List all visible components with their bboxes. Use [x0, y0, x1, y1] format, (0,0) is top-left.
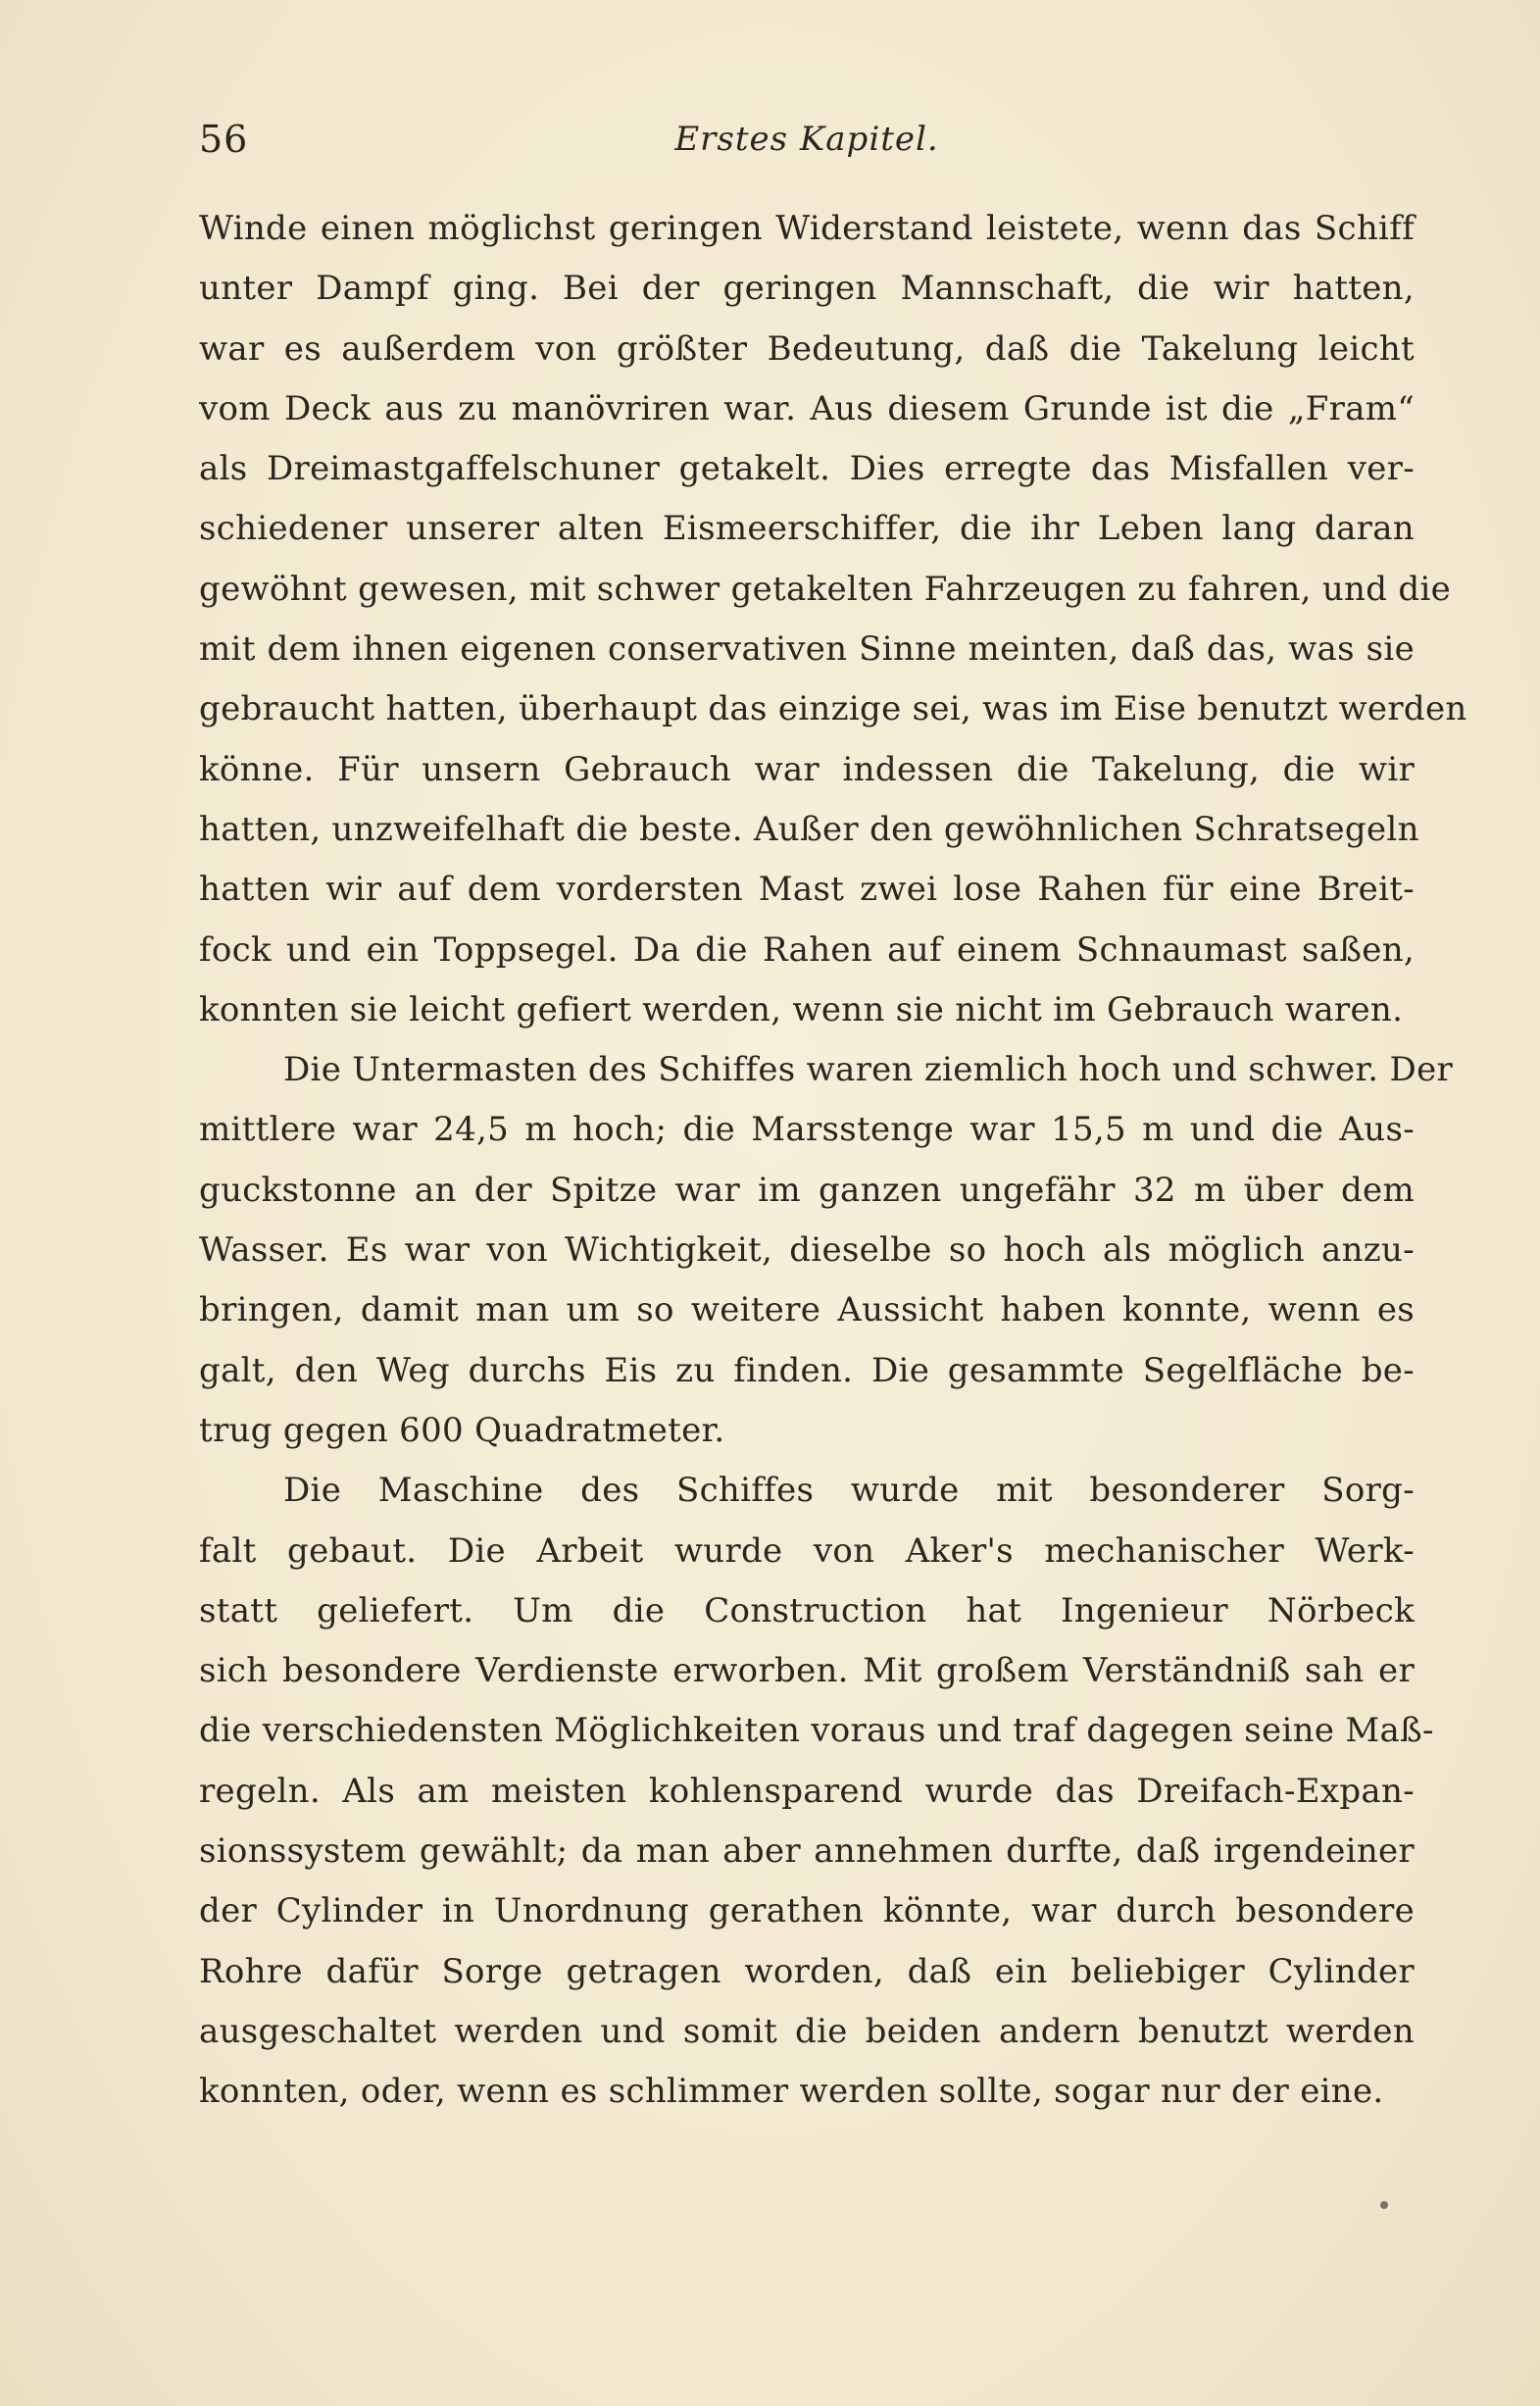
- text-line: Rohre dafür Sorge getragen worden, daß ein beliebiger Cylinder: [199, 1951, 1415, 1991]
- text-line: könne. Für unsern Gebrauch war indessen die Takelung, die wir: [199, 749, 1415, 789]
- text-line: fock und ein Toppsegel. Da die Rahen auf einem Schnaumast saßen,: [199, 929, 1415, 970]
- ink-speck: [1380, 2201, 1388, 2209]
- text-line: ausgeschaltet werden und somit die beiden andern benutzt werden: [199, 2011, 1415, 2051]
- running-head: Erstes Kapitel.: [674, 120, 939, 159]
- text-line: der Cylinder in Unordnung gerathen könnte, war durch besondere: [199, 1891, 1415, 1931]
- paragraph-start-line: Die Untermasten des Schiffes waren ziemlich hoch und schwer. Der: [283, 1050, 1454, 1090]
- text-line: Winde einen möglichst geringen Widerstand leistete, wenn das Schiff: [199, 209, 1415, 248]
- text-line: trug gegen 600 Quadratmeter.: [199, 1410, 725, 1450]
- paragraph-start-line: Die Maschine des Schiffes wurde mit besonderer Sorg-: [283, 1471, 1415, 1511]
- text-line: Wasser. Es war von Wichtigkeit, dieselbe so hoch als möglich anzu-: [199, 1230, 1415, 1271]
- page-number: 56: [199, 118, 249, 161]
- text-line: mit dem ihnen eigenen conservativen Sinne meinten, daß das, was sie: [199, 629, 1415, 670]
- text-line: statt geliefert. Um die Construction hat Ingenieur Nörbeck: [199, 1590, 1415, 1630]
- text-line: gebraucht hatten, überhaupt das einzige sei, was im Eise benutzt werden: [199, 689, 1467, 729]
- text-line: regeln. Als am meisten kohlensparend wurde das Dreifach-Expan-: [199, 1771, 1415, 1811]
- text-line: schiedener unserer alten Eismeerschiffer, die ihr Leben lang daran: [199, 509, 1415, 549]
- text-line: sich besondere Verdienste erworben. Mit großem Verständniß sah er: [199, 1651, 1415, 1691]
- text-line: falt gebaut. Die Arbeit wurde von Aker's mechanischer Werk-: [199, 1530, 1415, 1571]
- body-text: [199, 199, 1467, 2123]
- text-line: hatten wir auf dem vordersten Mast zwei lose Rahen für eine Breit-: [199, 870, 1415, 910]
- text-line: konnten sie leicht gefiert werden, wenn sie nicht im Gebrauch waren.: [199, 989, 1404, 1029]
- text-line: konnten, oder, wenn es schlimmer werden sollte, sogar nur der eine.: [199, 2072, 1384, 2112]
- text-line: unter Dampf ging. Bei der geringen Mannschaft, die wir hatten,: [199, 269, 1415, 309]
- text-line: vom Deck aus zu manövriren war. Aus diesem Grunde ist die „Fram“: [199, 388, 1415, 428]
- text-line: hatten, unzweifelhaft die beste. Außer den gewöhnlichen Schratsegeln: [199, 809, 1419, 849]
- text-line: als Dreimastgaffelschuner getakelt. Dies erregte das Misfallen ver-: [199, 449, 1415, 489]
- text-line: mittlere war 24,5 m hoch; die Marsstenge war 15,5 m und die Aus-: [199, 1110, 1415, 1150]
- text-line: die verschiedensten Möglichkeiten voraus und traf dagegen seine Maß-: [199, 1711, 1434, 1751]
- text-line: gewöhnt gewesen, mit schwer getakelten Fahrzeugen zu fahren, und die: [199, 569, 1452, 609]
- text-line: war es außerdem von größter Bedeutung, daß die Takelung leicht: [199, 328, 1415, 369]
- page-header: [199, 110, 1415, 169]
- text-line: bringen, damit man um so weitere Aussicht haben konnte, wenn es: [199, 1290, 1415, 1330]
- text-line: sionssystem gewählt; da man aber annehmen durfte, daß irgendeiner: [199, 1831, 1415, 1872]
- text-line: guckstonne an der Spitze war im ganzen ungefähr 32 m über dem: [199, 1170, 1415, 1210]
- text-line: galt, den Weg durchs Eis zu finden. Die gesammte Segelfläche be-: [199, 1350, 1415, 1390]
